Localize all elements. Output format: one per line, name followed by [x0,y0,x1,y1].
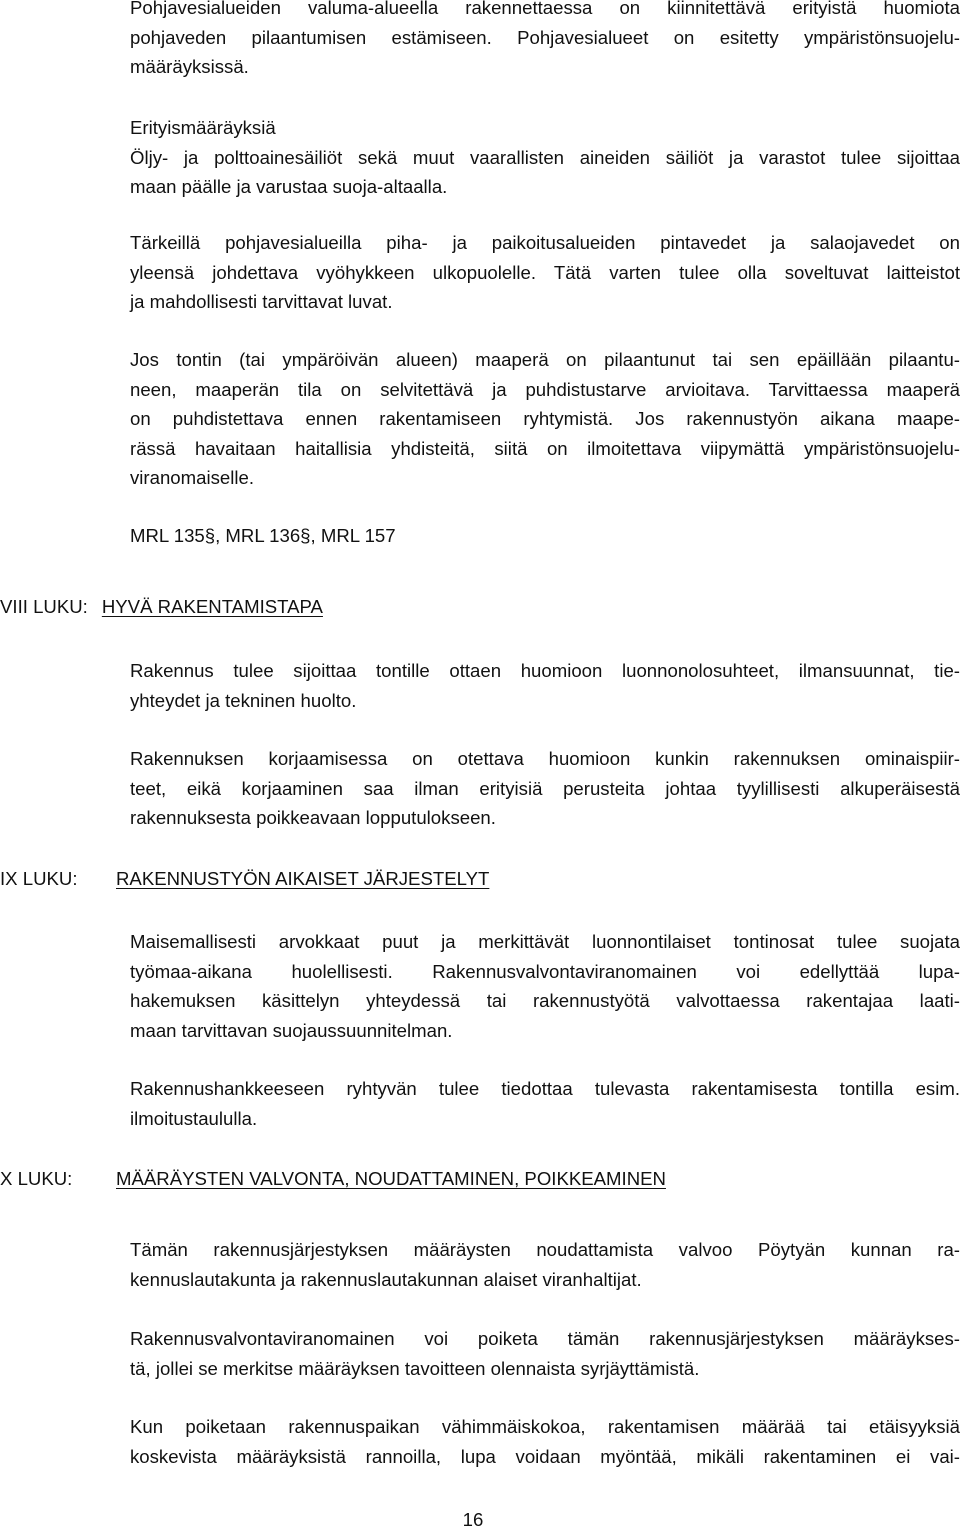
text-line: Rakennuksen korjaamisessa on otettava huomioon kunkin rakennuksen ominaispiir- [130,748,960,769]
text-line: yleensä johdettava vyöhykkeen ulkopuolelle. Tätä varten tulee olla soveltuvat laitteistot [130,261,960,283]
text-line: Maisemallisesti arvokkaat puut ja merkittävät luonnontilaiset tontinosat tulee suojata [130,931,960,952]
chapter-label: IX LUKU: [0,868,78,889]
paragraph-building-placement [130,656,960,715]
paragraph-groundwater-intro [130,0,960,82]
text-line: koskevista määräyksistä rannoilla, lupa voidaan myöntää, mikäli rakentaminen ei vai- [130,1445,960,1467]
text-line: Rakennus tulee sijoittaa tontille ottaen huomioon luonnonolosuhteet, ilmansuunnat, tie- [130,660,960,681]
text-line: ilmoitustaululla. [130,1107,258,1129]
text-line: Rakennusvalvontaviranomainen voi poiketa tämän rakennusjärjestyksen määräykses- [130,1328,960,1349]
text-line: maan päälle ja varustaa suoja-altaalla. [130,176,448,197]
text-line: Pohjavesialueiden valuma-alueella rakennettaessa on kiinnitettävä erityistä huomiota [130,0,960,18]
chapter-title: HYVÄ RAKENTAMISTAPA [101,596,323,617]
text-line: Jos tontin (tai ympäröivän alueen) maaperä on pilaantunut tai sen epäillään pilaantu- [130,349,960,370]
legal-reference [130,521,960,551]
paragraph-special-regulations [130,113,960,202]
text-line: Öljy- ja polttoainesäiliöt sekä muut vaarallisten aineiden säiliöt ja varastot tulee sijoittaa [130,146,960,168]
text-line: ja mahdollisesti tarvittavat luvat. [130,291,393,312]
chapter-8-heading [0,592,323,622]
paragraph-shoreline-exceptions [130,1412,960,1471]
text-line: rässä havaitaan haitallisia yhdisteitä, siitä on ilmoitettava viipymättä ympäristönsuojelu- [130,437,960,459]
text-line: maan tarvittavan suojaussuunnitelman. [130,1019,453,1041]
text-line: teet, eikä korjaaminen saa ilman erityisiä perusteita johtaa tyylillisesti alkuperäisestä [130,777,960,799]
paragraph-supervision [130,1235,960,1294]
text-line: Rakennushankkeeseen ryhtyvän tulee tiedottaa tulevasta rakentamisesta tontilla esim. [130,1078,960,1099]
chapter-10-heading [0,1164,666,1194]
chapter-title: RAKENNUSTYÖN AIKAISET JÄRJESTELYT [116,868,490,889]
text-line: rakennuksesta poikkeavaan lopputulokseen. [130,807,496,828]
paragraph-construction-notice [130,1074,960,1133]
page-number: 16 [462,1509,484,1530]
reference-line: MRL 135§, MRL 136§, MRL 157 [130,525,396,546]
text-line: tä, jollei se merkitse määräyksen tavoitteen olennaista syrjäyttämistä. [130,1357,700,1379]
chapter-9-heading [0,864,489,894]
paragraph-exceptions [130,1324,960,1383]
paragraph-surface-water [130,228,960,317]
chapter-label: VIII LUKU: [0,596,88,617]
text-line: pohjaveden pilaantumisen estämiseen. Pohjavesialueet on esitetty ympäristönsuojelu- [130,26,960,48]
text-line: hakemuksen käsittelyn yhteydessä tai rakennustyötä valvottaessa rakentajaa laati- [130,990,960,1011]
text-line: määräyksissä. [130,56,249,77]
text-line: viranomaiselle. [130,467,255,488]
text-line: kennuslautakunta ja rakennuslautakunnan alaiset viranhaltijat. [130,1268,642,1290]
text-line: Kun poiketaan rakennuspaikan vähimmäiskokoa, rakentamisen määrää tai etäisyyksiä [130,1416,960,1437]
paragraph-contaminated-soil [130,345,960,493]
text-line: neen, maaperän tila on selvitettävä ja puhdistustarve arvioitava. Tarvittaessa maaperä [130,378,960,400]
text-line: yhteydet ja tekninen huolto. [130,689,357,711]
text-line: Tärkeillä pohjavesialueilla piha- ja paikoitusalueiden pintavedet ja salaojavedet on [130,232,960,253]
paragraph-site-protection [130,927,960,1045]
text-line: työmaa-aikana huolellisesti. Rakennusvalvontaviranomainen voi edellyttää lupa- [130,960,960,982]
text-line: on puhdistettava ennen rakentamiseen ryhtymistä. Jos rakennustyön aikana maape- [130,408,960,429]
section-subheading: Erityismääräyksiä [130,117,276,138]
chapter-label: X LUKU: [0,1168,73,1189]
paragraph-building-repair [130,744,960,833]
chapter-title: MÄÄRÄYSTEN VALVONTA, NOUDATTAMINEN, POIKKEAMINEN [116,1168,666,1189]
text-line: Tämän rakennusjärjestyksen määräysten noudattamista valvoo Pöytyän kunnan ra- [130,1239,960,1260]
